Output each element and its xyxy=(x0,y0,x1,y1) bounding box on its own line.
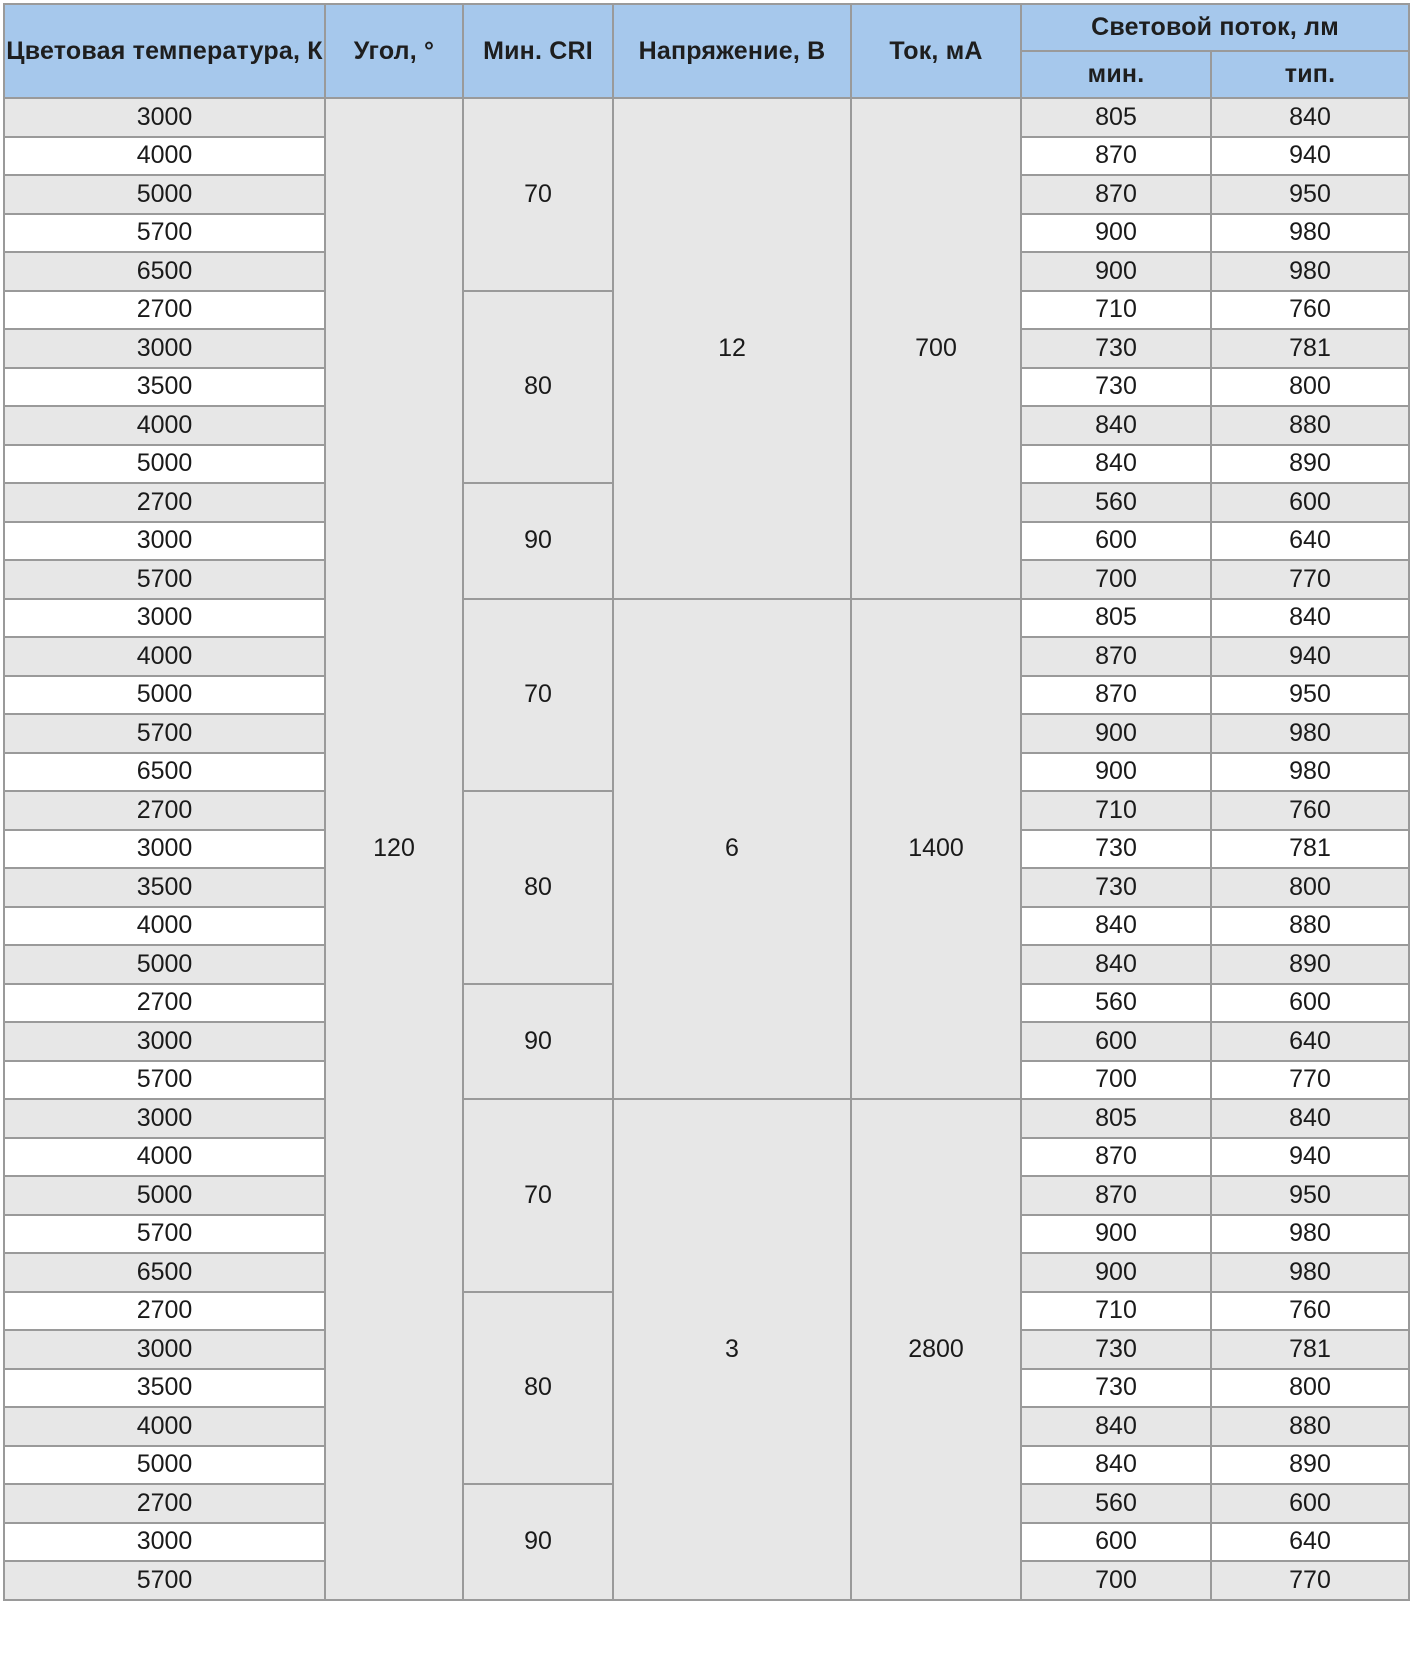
cell-min-cri: 90 xyxy=(463,984,613,1100)
cell-color-temp: 5700 xyxy=(4,714,325,753)
cell-flux-typ: 600 xyxy=(1211,984,1409,1023)
cell-color-temp: 4000 xyxy=(4,1407,325,1446)
cell-flux-typ: 980 xyxy=(1211,1253,1409,1292)
cell-min-cri: 80 xyxy=(463,1292,613,1485)
cell-color-temp: 2700 xyxy=(4,1292,325,1331)
cell-color-temp: 3500 xyxy=(4,1369,325,1408)
cell-flux-typ: 940 xyxy=(1211,1138,1409,1177)
cell-flux-min: 900 xyxy=(1021,714,1211,753)
header-current: Ток, мА xyxy=(851,4,1021,98)
cell-color-temp: 3000 xyxy=(4,830,325,869)
cell-flux-min: 840 xyxy=(1021,406,1211,445)
cell-flux-typ: 980 xyxy=(1211,214,1409,253)
header-angle: Угол, ° xyxy=(325,4,463,98)
cell-color-temp: 2700 xyxy=(4,791,325,830)
cell-color-temp: 3000 xyxy=(4,1099,325,1138)
cell-color-temp: 5000 xyxy=(4,1446,325,1485)
header-luminous-flux: Световой поток, лм xyxy=(1021,4,1409,51)
cell-voltage: 3 xyxy=(613,1099,851,1600)
table-row xyxy=(4,98,1409,137)
cell-flux-min: 710 xyxy=(1021,791,1211,830)
cell-flux-typ: 880 xyxy=(1211,1407,1409,1446)
header-color-temp: Цветовая температура, К xyxy=(4,4,325,98)
cell-min-cri: 90 xyxy=(463,483,613,599)
cell-min-cri: 80 xyxy=(463,791,613,984)
cell-voltage: 12 xyxy=(613,98,851,599)
cell-flux-typ: 880 xyxy=(1211,907,1409,946)
cell-color-temp: 3000 xyxy=(4,1330,325,1369)
header-flux-typ: тип. xyxy=(1211,51,1409,98)
cell-flux-min: 900 xyxy=(1021,252,1211,291)
cell-flux-min: 710 xyxy=(1021,291,1211,330)
cell-flux-typ: 940 xyxy=(1211,137,1409,176)
cell-flux-min: 700 xyxy=(1021,1061,1211,1100)
cell-color-temp: 6500 xyxy=(4,753,325,792)
cell-flux-min: 600 xyxy=(1021,522,1211,561)
cell-flux-typ: 800 xyxy=(1211,1369,1409,1408)
cell-color-temp: 3000 xyxy=(4,599,325,638)
cell-flux-min: 700 xyxy=(1021,560,1211,599)
cell-current: 2800 xyxy=(851,1099,1021,1600)
cell-flux-min: 840 xyxy=(1021,907,1211,946)
cell-flux-typ: 781 xyxy=(1211,1330,1409,1369)
cell-color-temp: 5000 xyxy=(4,445,325,484)
cell-flux-min: 840 xyxy=(1021,1446,1211,1485)
cell-flux-typ: 600 xyxy=(1211,483,1409,522)
cell-flux-min: 900 xyxy=(1021,753,1211,792)
cell-color-temp: 2700 xyxy=(4,483,325,522)
cell-flux-typ: 781 xyxy=(1211,329,1409,368)
cell-flux-typ: 980 xyxy=(1211,1215,1409,1254)
cell-color-temp: 5000 xyxy=(4,676,325,715)
cell-flux-min: 805 xyxy=(1021,1099,1211,1138)
cell-color-temp: 4000 xyxy=(4,1138,325,1177)
cell-flux-typ: 950 xyxy=(1211,1176,1409,1215)
cell-flux-typ: 800 xyxy=(1211,868,1409,907)
cell-color-temp: 2700 xyxy=(4,291,325,330)
cell-flux-typ: 980 xyxy=(1211,252,1409,291)
cell-flux-min: 730 xyxy=(1021,1369,1211,1408)
cell-flux-min: 870 xyxy=(1021,1138,1211,1177)
cell-flux-typ: 760 xyxy=(1211,1292,1409,1331)
cell-flux-typ: 770 xyxy=(1211,1061,1409,1100)
cell-flux-min: 840 xyxy=(1021,945,1211,984)
cell-color-temp: 3000 xyxy=(4,1523,325,1562)
cell-flux-typ: 890 xyxy=(1211,1446,1409,1485)
cell-flux-typ: 760 xyxy=(1211,291,1409,330)
cell-flux-min: 730 xyxy=(1021,830,1211,869)
cell-flux-typ: 760 xyxy=(1211,791,1409,830)
cell-color-temp: 3500 xyxy=(4,368,325,407)
cell-flux-typ: 600 xyxy=(1211,1484,1409,1523)
cell-flux-min: 840 xyxy=(1021,445,1211,484)
cell-min-cri: 70 xyxy=(463,1099,613,1292)
cell-flux-min: 560 xyxy=(1021,1484,1211,1523)
cell-color-temp: 3000 xyxy=(4,329,325,368)
header-voltage: Напряжение, В xyxy=(613,4,851,98)
header-min-cri: Мин. CRI xyxy=(463,4,613,98)
cell-color-temp: 3000 xyxy=(4,522,325,561)
cell-flux-typ: 840 xyxy=(1211,98,1409,137)
cell-flux-typ: 770 xyxy=(1211,560,1409,599)
cell-color-temp: 5000 xyxy=(4,175,325,214)
cell-flux-min: 600 xyxy=(1021,1022,1211,1061)
cell-flux-typ: 950 xyxy=(1211,676,1409,715)
cell-color-temp: 5700 xyxy=(4,560,325,599)
cell-color-temp: 2700 xyxy=(4,1484,325,1523)
cell-color-temp: 3500 xyxy=(4,868,325,907)
cell-flux-min: 805 xyxy=(1021,98,1211,137)
cell-flux-typ: 640 xyxy=(1211,1523,1409,1562)
cell-flux-typ: 640 xyxy=(1211,522,1409,561)
cell-flux-min: 870 xyxy=(1021,637,1211,676)
cell-color-temp: 4000 xyxy=(4,406,325,445)
cell-color-temp: 5700 xyxy=(4,1215,325,1254)
cell-flux-min: 870 xyxy=(1021,175,1211,214)
cell-color-temp: 4000 xyxy=(4,907,325,946)
table-header xyxy=(4,4,1409,98)
header-flux-min: мин. xyxy=(1021,51,1211,98)
cell-flux-min: 900 xyxy=(1021,1215,1211,1254)
cell-flux-min: 600 xyxy=(1021,1523,1211,1562)
cell-flux-min: 870 xyxy=(1021,676,1211,715)
table-body xyxy=(4,98,1409,1600)
cell-min-cri: 70 xyxy=(463,98,613,291)
cell-min-cri: 70 xyxy=(463,599,613,792)
cell-color-temp: 5700 xyxy=(4,214,325,253)
cell-color-temp: 5700 xyxy=(4,1061,325,1100)
cell-flux-min: 700 xyxy=(1021,1561,1211,1600)
cell-flux-min: 730 xyxy=(1021,368,1211,407)
cell-flux-typ: 950 xyxy=(1211,175,1409,214)
cell-color-temp: 6500 xyxy=(4,1253,325,1292)
cell-flux-min: 730 xyxy=(1021,1330,1211,1369)
cell-color-temp: 4000 xyxy=(4,637,325,676)
cell-flux-typ: 781 xyxy=(1211,830,1409,869)
cell-color-temp: 3000 xyxy=(4,1022,325,1061)
cell-flux-typ: 800 xyxy=(1211,368,1409,407)
cell-current: 1400 xyxy=(851,599,1021,1100)
cell-min-cri: 80 xyxy=(463,291,613,484)
cell-color-temp: 5000 xyxy=(4,1176,325,1215)
cell-color-temp: 5000 xyxy=(4,945,325,984)
cell-flux-min: 805 xyxy=(1021,599,1211,638)
cell-flux-min: 730 xyxy=(1021,868,1211,907)
cell-flux-typ: 640 xyxy=(1211,1022,1409,1061)
table-row xyxy=(4,1099,1409,1138)
cell-flux-typ: 880 xyxy=(1211,406,1409,445)
cell-flux-typ: 770 xyxy=(1211,1561,1409,1600)
cell-flux-typ: 980 xyxy=(1211,714,1409,753)
cell-flux-min: 900 xyxy=(1021,214,1211,253)
cell-color-temp: 2700 xyxy=(4,984,325,1023)
cell-flux-typ: 940 xyxy=(1211,637,1409,676)
cell-color-temp: 6500 xyxy=(4,252,325,291)
cell-color-temp: 4000 xyxy=(4,137,325,176)
cell-flux-min: 560 xyxy=(1021,984,1211,1023)
table-row xyxy=(4,599,1409,638)
cell-color-temp: 3000 xyxy=(4,98,325,137)
cell-voltage: 6 xyxy=(613,599,851,1100)
cell-flux-min: 840 xyxy=(1021,1407,1211,1446)
cell-flux-min: 710 xyxy=(1021,1292,1211,1331)
cell-flux-min: 560 xyxy=(1021,483,1211,522)
cell-color-temp: 5700 xyxy=(4,1561,325,1600)
cell-flux-typ: 980 xyxy=(1211,753,1409,792)
cell-flux-min: 900 xyxy=(1021,1253,1211,1292)
cell-current: 700 xyxy=(851,98,1021,599)
cell-flux-min: 870 xyxy=(1021,1176,1211,1215)
cell-flux-min: 870 xyxy=(1021,137,1211,176)
cell-min-cri: 90 xyxy=(463,1484,613,1600)
cell-flux-min: 730 xyxy=(1021,329,1211,368)
cell-flux-typ: 840 xyxy=(1211,1099,1409,1138)
cell-flux-typ: 890 xyxy=(1211,445,1409,484)
led-spec-table xyxy=(3,3,1410,1601)
cell-flux-typ: 890 xyxy=(1211,945,1409,984)
cell-angle: 120 xyxy=(325,98,463,1600)
cell-flux-typ: 840 xyxy=(1211,599,1409,638)
